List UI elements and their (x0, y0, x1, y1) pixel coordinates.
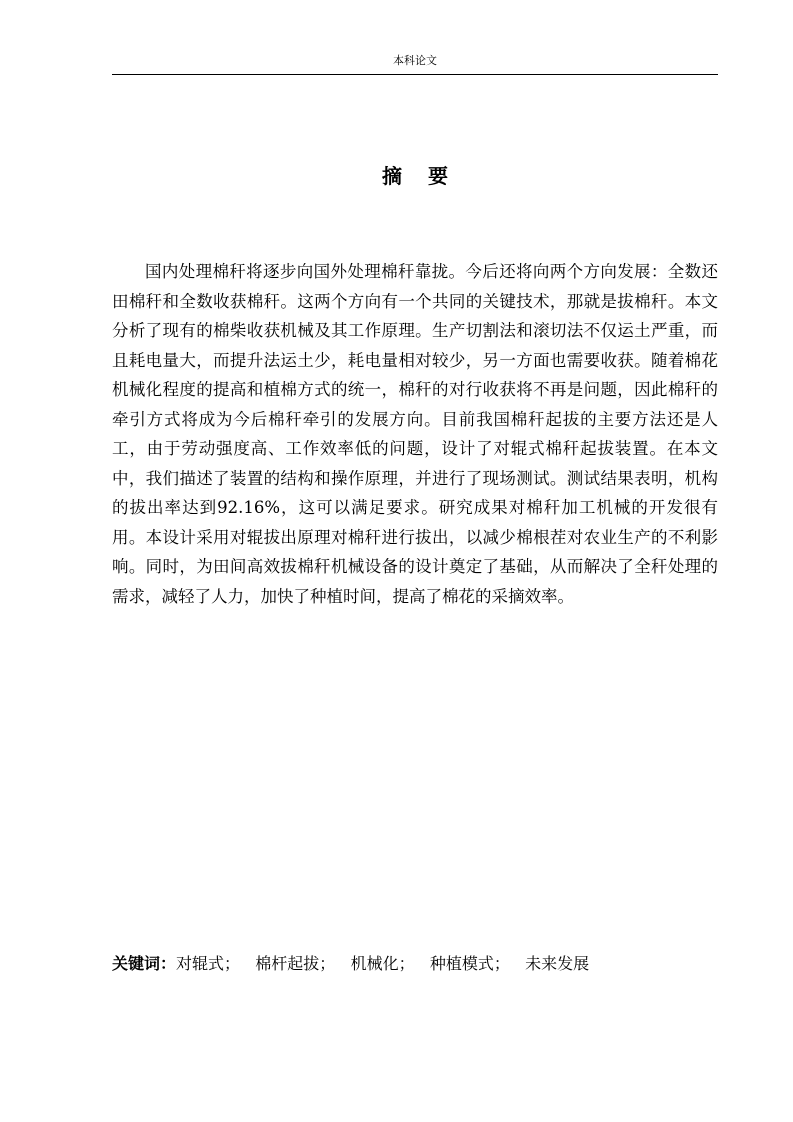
keyword-item: 对辊式； (176, 954, 241, 973)
abstract-body: 国内处理棉秆将逐步向国外处理棉秆靠拢。今后还将向两个方向发展：全数还田棉秆和全数收获棉秆。这两个方向有一个共同的关键技术，那就是拔棉秆。本文分析了现有的棉柴收获机械及其工作原理。生产切割法和滚切法不仅运土严重，而且耗电量大，而提升法运土少，耗电量相对较少，另一方面也需要收获。随着棉花机械化程度的提高和植棉方式的统一，棉秆的对行收获将不再是问题，因此棉秆的牵引方式将成为今后棉秆牵引的发展方向。目前我国棉秆起拔的主要方法还是人工，由于劳动强度高、工作效率低的问题，设计了对辊式棉秆起拔装置。在本文中，我们描述了装置的结构和操作原理，并进行了现场测试。测试结果表明，机构的拔出率达到92.16%，这可以满足要求。研究成果对棉秆加工机械的开发很有用。本设计采用对辊拔出原理对棉秆进行拔出，以减少棉根茬对农业生产的不利影响。同时，为田间高效拔棉秆机械设备的设计奠定了基础，从而解决了全秆处理的需求，减轻了人力，加快了种植时间，提高了棉花的采摘效率。 (112, 262, 718, 606)
keywords-label: 关键词： (112, 954, 177, 973)
keyword-item: 棉杆起拔； (255, 954, 336, 973)
keyword-item: 未来发展 (525, 954, 590, 973)
keyword-item: 种植模式； (429, 954, 510, 973)
keywords-line (112, 950, 718, 978)
running-title: 本科论文 (393, 54, 437, 67)
abstract-title: 摘要 (382, 164, 474, 188)
page-header (112, 54, 718, 75)
keyword-item: 机械化； (350, 954, 415, 973)
